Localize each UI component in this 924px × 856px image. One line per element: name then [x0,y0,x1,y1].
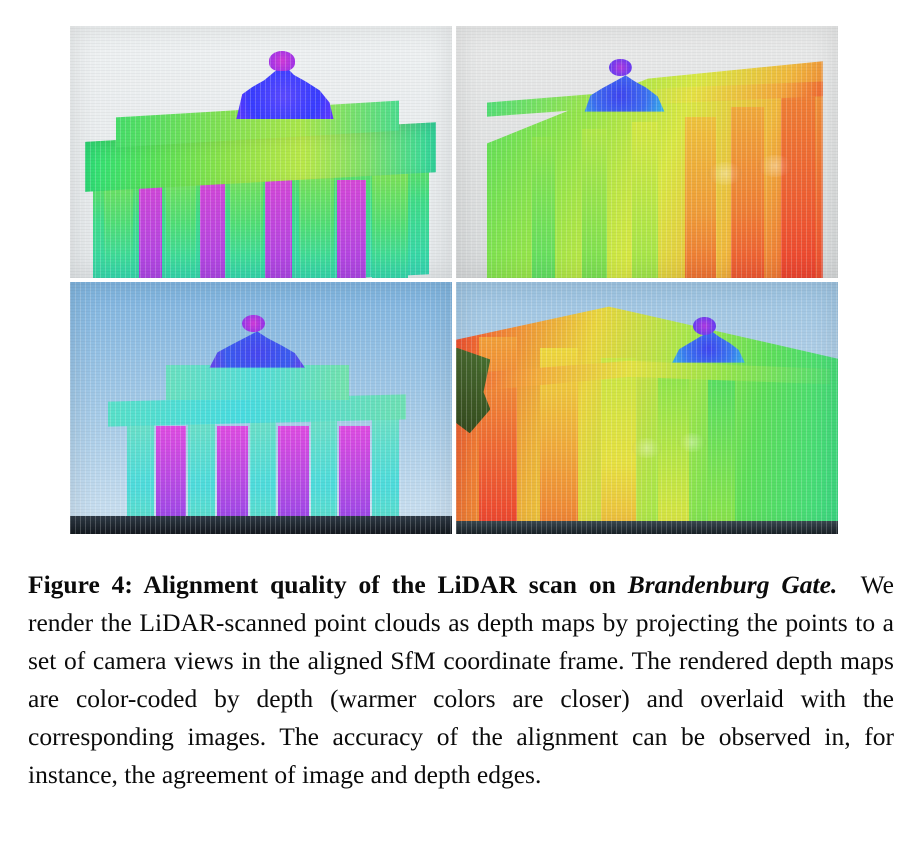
far-depth-gap [156,426,187,517]
column [632,122,659,278]
column [601,358,635,534]
ground-silhouette [456,521,838,534]
wall-relief-medallion [678,433,707,452]
far-depth-gap [265,177,292,278]
column [532,137,555,278]
figure-4-image-grid [70,26,854,534]
victoria-figure [693,317,716,335]
column [582,129,607,278]
far-depth-gap [337,180,366,278]
far-depth-gap [339,426,370,517]
figure-caption [28,566,894,794]
far-depth-gap [278,426,309,517]
victoria-figure [269,51,296,71]
far-depth-gap [200,175,225,278]
caption-label: Figure 4: [28,570,133,599]
figure-panel-top-right [456,26,838,278]
figure-panel-bottom-left [70,282,452,534]
ground-silhouette [70,516,452,534]
wall-relief-medallion [708,162,742,185]
column [372,162,408,278]
column [685,117,716,278]
column [708,378,735,534]
column [781,97,815,278]
victoria-figure [609,59,632,77]
wall-relief-medallion [758,155,792,178]
victoria-figure [242,315,265,333]
caption-title-italic: Brandenburg Gate. [627,570,838,599]
far-depth-gap [217,426,248,517]
column [731,107,763,278]
figure-panel-bottom-right [456,282,838,534]
attic-depth-mass [166,365,349,400]
caption-title-plain: Alignment quality of the LiDAR scan on [143,570,628,599]
figure-panel-top-left [70,26,452,278]
caption-body: We render the LiDAR-scanned point clouds as depth maps by projecting the points to a set of camera views in the aligned SfM coordinate frame. The rendered depth maps are color-coded by depth (warmer colors are closer) and overlaid with the corresponding images. The accuracy of the alignment can be observed in, for instance, the agreement of image and depth edges. [28,570,895,789]
